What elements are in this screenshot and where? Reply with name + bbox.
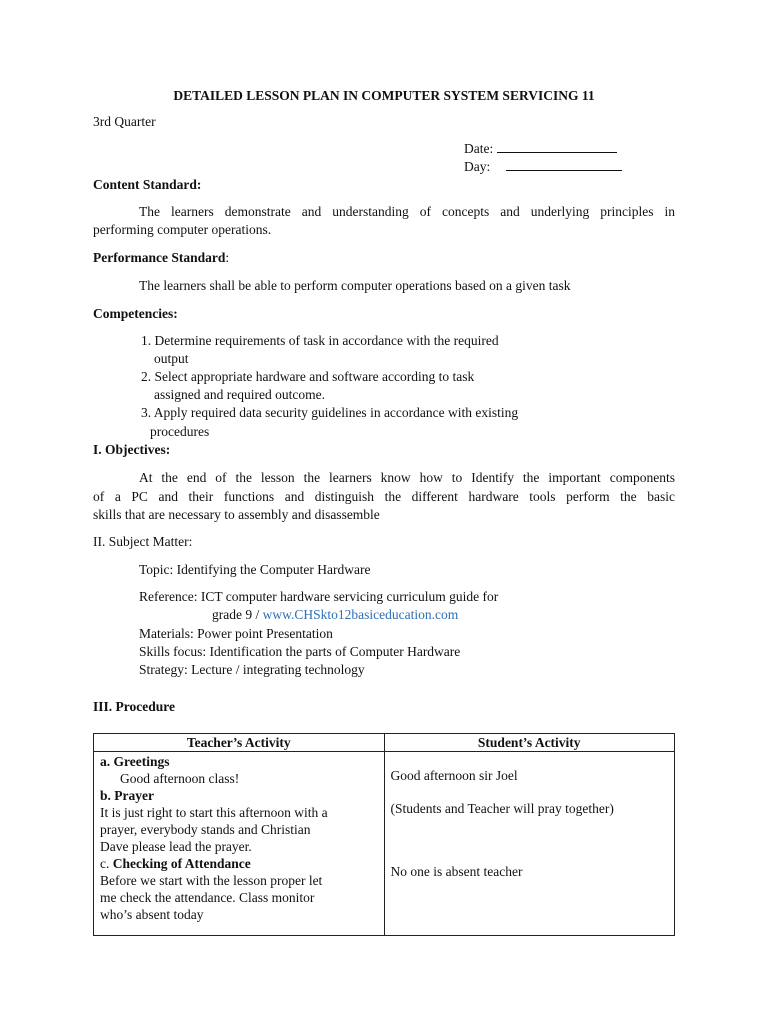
competency-1-line1: 1. Determine requirements of task in accordance with the required xyxy=(141,333,499,348)
prayer-line1: It is just right to start this afternoon with a xyxy=(100,805,328,820)
date-line xyxy=(464,139,617,158)
teacher-activity-header: Teacher’s Activity xyxy=(94,734,385,752)
content-standard-line2: performing computer operations. xyxy=(93,222,272,237)
content-standard-heading: Content Standard: xyxy=(93,177,202,192)
table-header-row xyxy=(94,734,675,752)
subject-matter-heading: II. Subject Matter: xyxy=(93,534,193,549)
prayer-heading: b. Prayer xyxy=(100,788,154,803)
teacher-activity-cell xyxy=(94,752,385,936)
prayer-line3: Dave please lead the prayer. xyxy=(100,839,252,854)
subject-strategy: Strategy: Lecture / integrating technology xyxy=(139,662,365,677)
subject-topic: Topic: Identifying the Computer Hardware xyxy=(139,562,371,577)
performance-standard-colon: : xyxy=(225,250,230,265)
competency-1-line2: output xyxy=(154,351,189,366)
student-attendance: No one is absent teacher xyxy=(390,864,523,879)
competency-2-line2: assigned and required outcome. xyxy=(154,387,325,402)
reference-link[interactable]: www.CHSkto12basiceducation.com xyxy=(262,607,459,622)
competency-2-line1: 2. Select appropriate hardware and software according to task xyxy=(141,369,475,384)
objectives-line1: At the end of the lesson the learners know how to Identify the important components xyxy=(139,470,675,485)
day-blank xyxy=(506,157,622,171)
competency-3-line1: 3. Apply required data security guidelines in accordance with existing xyxy=(141,405,519,420)
performance-standard-text: The learners shall be able to perform computer operations based on a given task xyxy=(139,278,571,293)
day-label: Day: xyxy=(464,159,491,174)
attendance-line3: who’s absent today xyxy=(100,907,204,922)
greetings-text: Good afternoon class! xyxy=(120,771,240,786)
attendance-heading-line xyxy=(100,855,251,872)
table-row xyxy=(94,752,675,936)
attendance-line1: Before we start with the lesson proper let xyxy=(100,873,323,888)
student-activity-header: Student’s Activity xyxy=(384,734,675,752)
student-greeting: Good afternoon sir Joel xyxy=(390,768,518,783)
subject-skills: Skills focus: Identification the parts of Computer Hardware xyxy=(139,644,461,659)
date-label: Date: xyxy=(464,141,494,156)
prayer-line2: prayer, everybody stands and Christian xyxy=(100,822,311,837)
reference-grade: grade 9 / xyxy=(212,607,263,622)
objectives-line3: skills that are necessary to assembly and disassemble xyxy=(93,507,380,522)
subject-reference-line1: Reference: ICT computer hardware servicing curriculum guide for xyxy=(139,589,499,604)
student-prayer: (Students and Teacher will pray together) xyxy=(390,801,614,816)
student-activity-cell xyxy=(384,752,675,936)
attendance-line2: me check the attendance. Class monitor xyxy=(100,890,315,905)
attendance-heading: Checking of Attendance xyxy=(112,856,251,871)
performance-standard-title: Performance Standard xyxy=(93,250,226,265)
subject-reference-line2 xyxy=(212,606,458,624)
day-line xyxy=(464,157,622,176)
page-title: DETAILED LESSON PLAN IN COMPUTER SYSTEM SERVICING 11 xyxy=(173,88,595,103)
quarter-label: 3rd Quarter xyxy=(93,114,156,129)
procedure-heading: III. Procedure xyxy=(93,699,175,714)
date-blank xyxy=(497,139,617,153)
competencies-heading: Competencies: xyxy=(93,306,178,321)
greetings-heading: a. Greetings xyxy=(100,754,170,769)
procedure-table xyxy=(93,733,675,936)
attendance-prefix: c. xyxy=(100,856,113,871)
objectives-heading: I. Objectives: xyxy=(93,442,171,457)
performance-standard-heading xyxy=(93,249,229,267)
objectives-line2: of a PC and their functions and distinguish the different hardware tools perform the basic xyxy=(93,489,675,504)
competency-3-line2: procedures xyxy=(150,424,210,439)
subject-materials: Materials: Power point Presentation xyxy=(139,626,333,641)
content-standard-line1: The learners demonstrate and understanding of concepts and underlying principles in xyxy=(139,204,675,219)
